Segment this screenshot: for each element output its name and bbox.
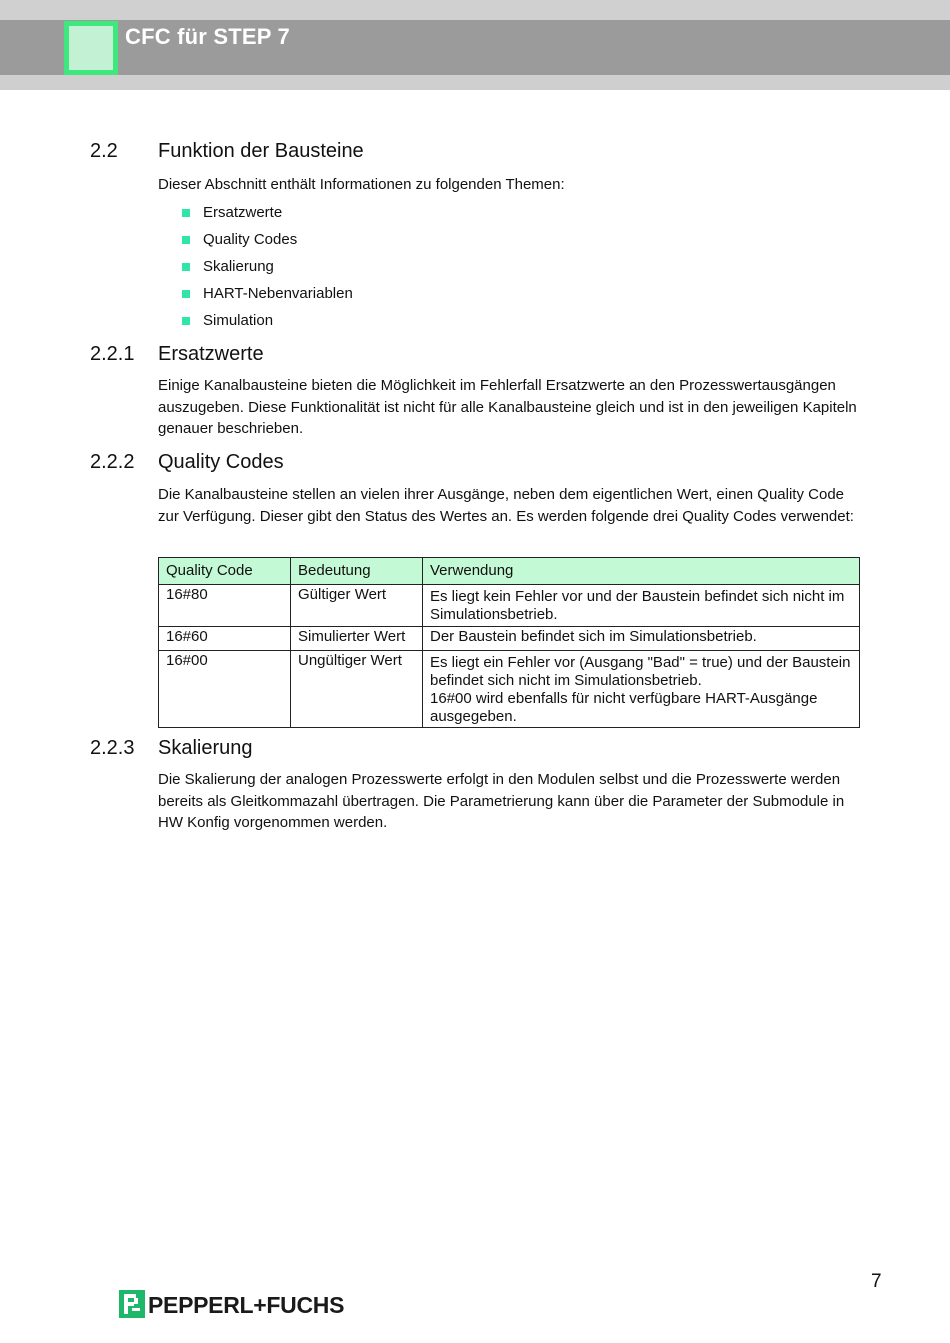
brand-name: PEPPERL+FUCHS (148, 1292, 345, 1318)
list-item: Ersatzwerte (180, 203, 353, 230)
column-header: Bedeutung (291, 558, 423, 585)
section-number: 2.2.3 (90, 737, 135, 759)
table-cell: 16#80 (159, 585, 291, 627)
page-number: 7 (871, 1271, 882, 1292)
list-item: Quality Codes (180, 230, 353, 257)
bullet-icon (182, 263, 190, 271)
pepperl-fuchs-logo-icon (119, 1290, 145, 1318)
table-cell: Simulierter Wert (291, 627, 423, 651)
section-title: Ersatzwerte (158, 343, 264, 365)
bullet-icon (182, 236, 190, 244)
table-row (159, 627, 860, 651)
table-row (159, 585, 860, 627)
document-title: CFC für STEP 7 (125, 24, 290, 49)
section-title: Funktion der Bausteine (158, 140, 364, 162)
section-number: 2.2.1 (90, 343, 135, 365)
table-cell: Der Baustein befindet sich im Simulationsbetrieb. (423, 627, 860, 651)
section-number: 2.2 (90, 140, 118, 162)
header-logo-square (64, 21, 118, 75)
list-item: Simulation (180, 311, 353, 338)
list-item: Skalierung (180, 257, 353, 284)
section-text: Die Kanalbausteine stellen an vielen ihrer Ausgänge, neben dem eigentlichen Wert, einen Quality Code zur Verfügung. Dieser gibt den Status des Wertes an. Es werden folgende drei Quality Codes verwendet: (158, 486, 854, 525)
cell-text: Es liegt ein Fehler vor (Ausgang "Bad" = true) und der Baustein befindet sich nicht im Simulationsbetrieb. (430, 654, 851, 689)
top-strip (0, 0, 950, 20)
table-cell: Gültiger Wert (291, 585, 423, 627)
column-header: Quality Code (159, 558, 291, 585)
table-row (159, 651, 860, 728)
section-title: Skalierung (158, 737, 253, 759)
section-intro: Dieser Abschnitt enthält Informationen zu folgenden Themen: (158, 176, 565, 193)
section-title: Quality Codes (158, 451, 284, 473)
bullet-icon (182, 317, 190, 325)
table-cell: Ungültiger Wert (291, 651, 423, 728)
bullet-icon (182, 290, 190, 298)
bullet-icon (182, 209, 190, 217)
table-cell: 16#00 (159, 651, 291, 728)
section-number: 2.2.2 (90, 451, 135, 473)
section-text: Einige Kanalbausteine bieten die Möglichkeit im Fehlerfall Ersatzwerte an den Prozesswertausgängen auszugeben. Diese Funktionalität ist nicht für alle Kanalbausteine gleich und ist in den jeweiligen Kapiteln genauer beschrieben. (158, 377, 857, 437)
quality-codes-table (158, 557, 860, 728)
cell-text: 16#00 wird ebenfalls für nicht verfügbare HART-Ausgänge ausgegeben. (430, 690, 818, 725)
topic-list (180, 203, 353, 338)
list-item: HART-Nebenvariablen (180, 284, 353, 311)
table-cell (423, 651, 860, 728)
section-text: Die Skalierung der analogen Prozesswerte erfolgt in den Modulen selbst und die Prozesswerte werden bereits als Gleitkommazahl übertragen. Die Parametrierung kann über die Parameter der Submodule in HW Konfig vorgenommen werden. (158, 771, 845, 831)
column-header: Verwendung (423, 558, 860, 585)
table-cell: Es liegt kein Fehler vor und der Baustein befindet sich nicht im Simulationsbetrieb. (423, 585, 860, 627)
table-header-row (159, 558, 860, 585)
table-cell: 16#60 (159, 627, 291, 651)
header-underline (0, 75, 950, 90)
